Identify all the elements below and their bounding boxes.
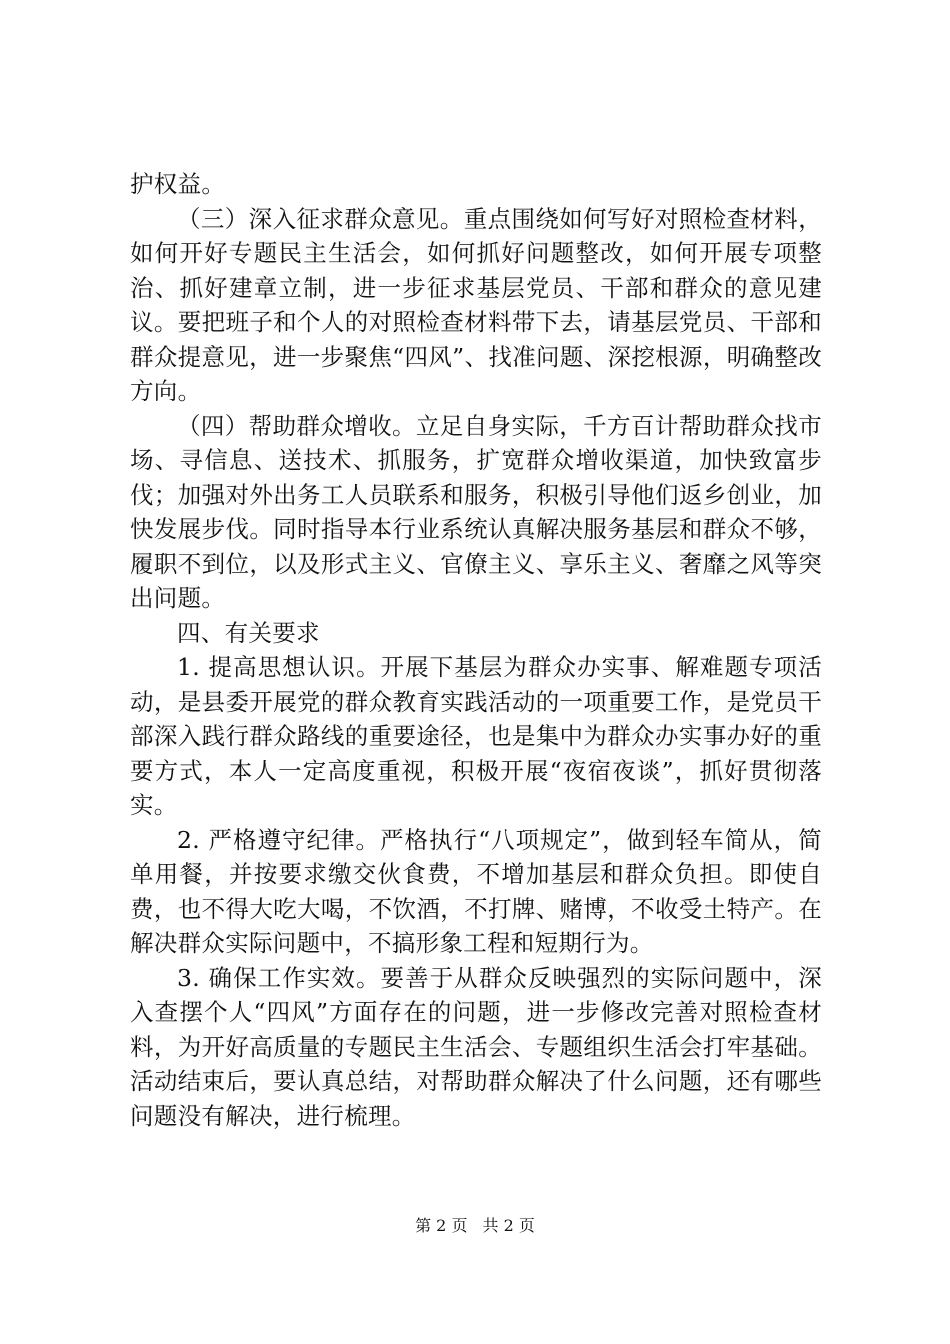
page-footer [0,1215,950,1237]
paragraph-section-3: （三）深入征求群众意见。重点围绕如何写好对照检查材料，如何开好专题民主生活会，如何抓好问题整改，如何开展专项整治、抓好建章立制，进一步征求基层党员、干部和群众的意见建议。要把班子和个人的对照检查材料带下去，请基层党员、干部和群众提意见，进一步聚焦“四风”、找准问题、深挖根源，明确整改方向。 [130,204,822,405]
paragraph-section-4: （四）帮助群众增收。立足自身实际，千方百计帮助群众找市场、寻信息、送技术、抓服务，扩宽群众增收渠道，加快致富步伐；加强对外出务工人员联系和服务，积极引导他们返乡创业，加快发展步伐。同时指导本行业系统认真解决服务基层和群众不够，履职不到位，以及形式主义、官僚主义、享乐主义、奢靡之风等突出问题。 [130,411,822,612]
page-number: 第 2 页 [415,1216,468,1235]
paragraph-requirement-1: 1. 提高思想认识。开展下基层为群众办实事、解难题专项活动，是县委开展党的群众教育实践活动的一项重要工作，是党员干部深入践行群众路线的重要途径，也是集中为群众办实事办好的重要方式，本人一定高度重视，积极开展“夜宿夜谈”，抓好贯彻落实。 [130,653,822,819]
page-total: 共 2 页 [482,1216,535,1235]
paragraph-continuation: 护权益。 [130,170,226,198]
document-body [130,167,822,1133]
paragraph-requirement-2: 2. 严格遵守纪律。严格执行“八项规定”，做到轻车简从，简单用餐，并按要求缴交伙食费，不增加基层和群众负担。即使自费，也不得大吃大喝，不饮酒，不打牌、赌博，不收受土特产。在解决群众实际问题中，不搞形象工程和短期行为。 [130,825,822,957]
paragraph-requirement-3: 3. 确保工作实效。要善于从群众反映强烈的实际问题中，深入查摆个人“四风”方面存在的问题，进一步修改完善对照检查材料，为开好高质量的专题民主生活会、专题组织生活会打牢基础。活动结束后，要认真总结，对帮助群众解决了什么问题，还有哪些问题没有解决，进行梳理。 [130,963,822,1130]
section-heading-requirements: 四、有关要求 [177,618,320,647]
